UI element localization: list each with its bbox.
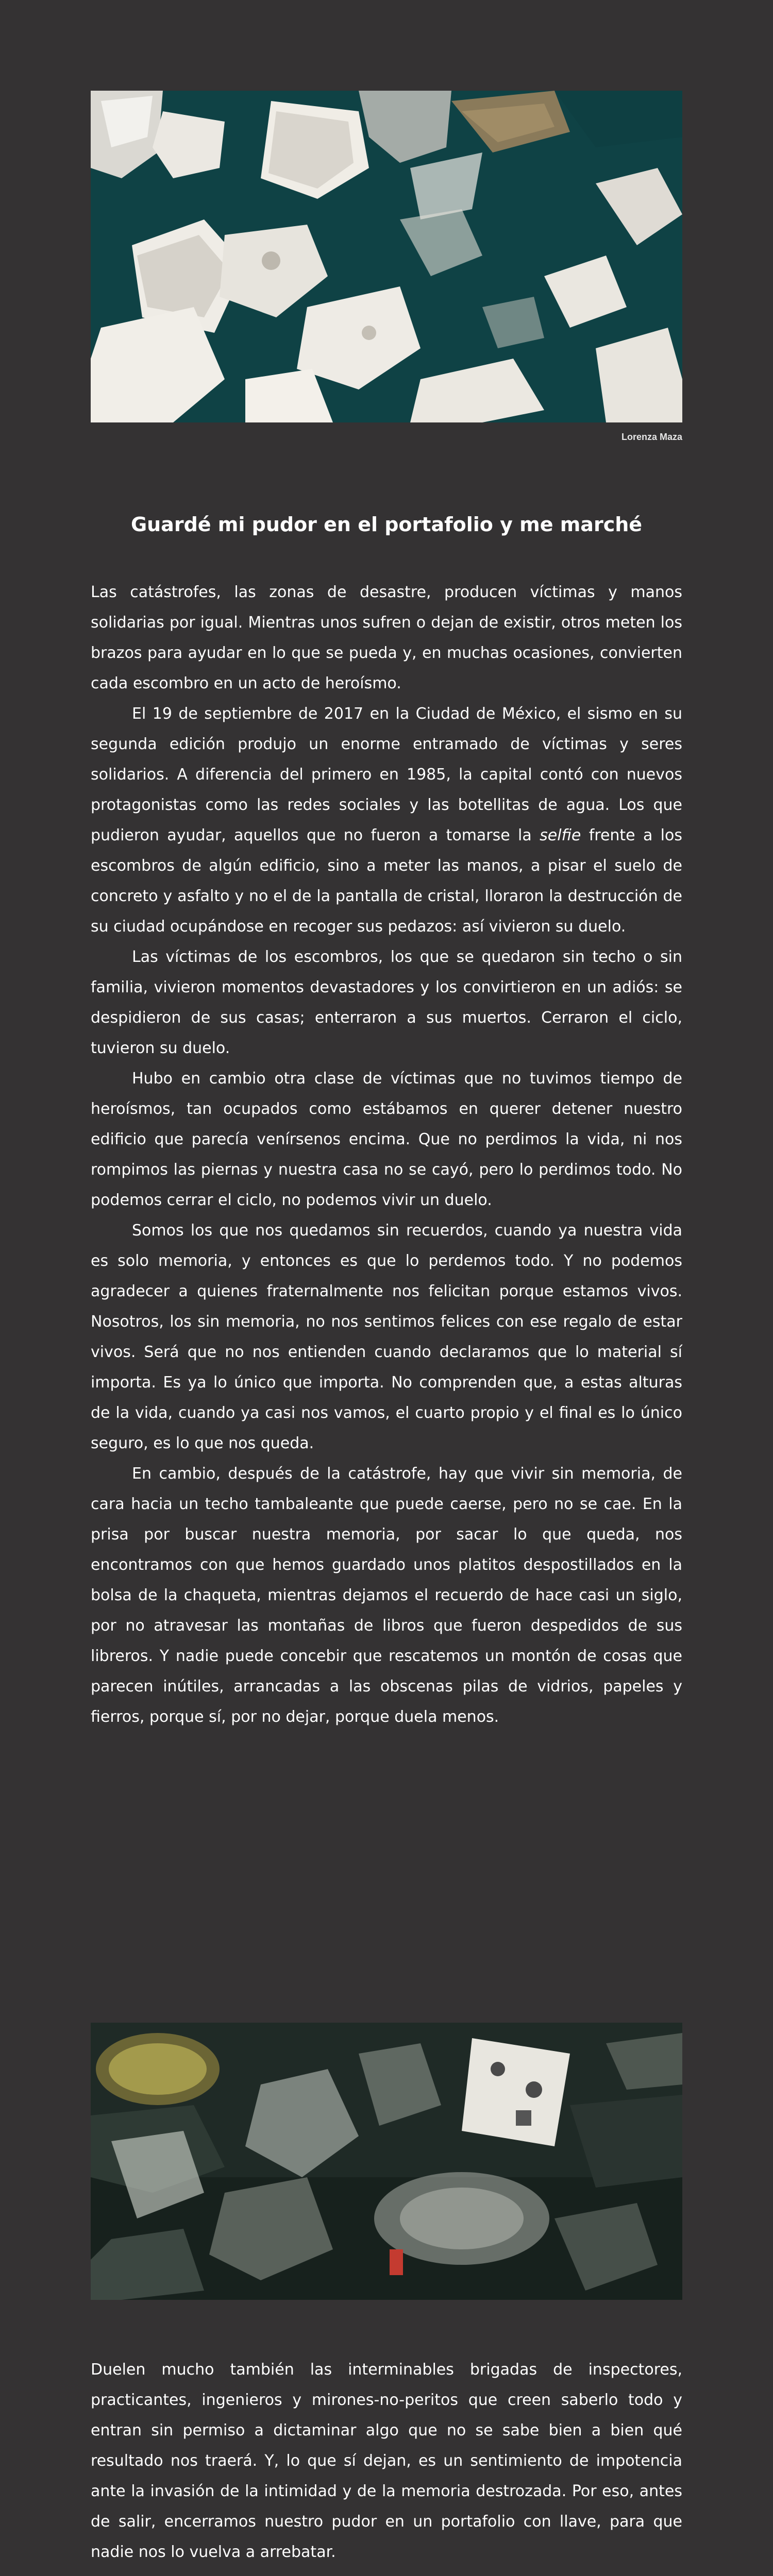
paragraph-1: Las catástrofes, las zonas de desastre, producen víctimas y manos solidarias por igual. Mientras unos sufren o dejan de existir, otros meten los brazos para ayudar en lo que se pueda y, en muchas ocasiones, convierten cada escombro en un acto de heroísmo.	[91, 583, 682, 692]
article-title: Guardé mi pudor en el portafolio y me marché	[130, 513, 643, 536]
top-photo-credit: Lorenza Maza	[621, 432, 682, 442]
paragraph-7: Duelen mucho también las interminables brigadas de inspectores, practicantes, ingenieros y mirones-no-peritos que creen saberlo todo y entran sin permiso a dictaminar algo que no se sabe bien a bien qué resultado nos traerá. Y, lo que sí dejan, es un sentimiento de impotencia ante la invasión de la intimidad y de la memoria destrozada. Por eso, antes de salir, encerramos nuestro pudor en un portafolio con llave, para que nadie nos lo vuelva a arrebatar.	[91, 2361, 682, 2561]
selfie-italic: selfie	[540, 826, 581, 844]
top-photo-broken-porcelain	[91, 91, 682, 422]
paragraph-6: En cambio, después de la catástrofe, hay que vivir sin memoria, de cara hacia un techo tambaleante que puede caerse, pero no se cae. En la prisa por buscar nuestra memoria, por sacar lo que queda, nos encontramos con que hemos guardado unos platitos despostillados en la bolsa de la chaqueta, mientras dejamos el recuerdo de hace casi un siglo, por no atravesar las montañas de libros que fueron despedidos de sus libreros. Y nadie puede concebir que rescatemos un montón de cosas que parecen inútiles, arrancadas a las obscenas pilas de vidrios, papeles y fierros, porque sí, por no dejar, porque duela menos.	[91, 1465, 682, 1726]
article-body-bottom	[91, 2354, 682, 2567]
paragraph-2: El 19 de septiembre de 2017 en la Ciudad de México, el sismo en su segunda edición produjo un enorme entramado de víctimas y seres solidarios. A diferencia del primero en 1985, la capital contó con nuevos protagonistas como las redes sociales y las botellitas de agua. Los que pudieron ayudar, aquellos que no fueron a tomarse la selfie frente a los escombros de algún edificio, sino a meter las manos, a pisar el suelo de concreto y asfalto y no el de la pantalla de cristal, lloraron la destrucción de su ciudad ocupándose en recoger sus pedazos: así vivieron su duelo.	[91, 705, 682, 936]
paragraph-4: Hubo en cambio otra clase de víctimas que no tuvimos tiempo de heroísmos, tan ocupados como estábamos en querer detener nuestro edificio que parecía venírsenos encima. Que no perdimos la vida, ni nos rompimos las piernas y nuestra casa no se cayó, pero lo perdimos todo. No podemos cerrar el ciclo, no podemos vivir un duelo.	[91, 1070, 682, 1209]
paragraph-5: Somos los que nos quedamos sin recuerdos, cuando ya nuestra vida es solo memoria, y entonces es que lo perdemos todo. Y no podemos agradecer a quienes fraternalmente nos felicitan porque estamos vivos. Nosotros, los sin memoria, no nos sentimos felices con ese regalo de estar vivos. Será que no nos entienden cuando declaramos que lo material sí importa. Es ya lo único que importa. No comprenden que, a estas alturas de la vida, cuando ya casi nos vamos, el cuarto propio y el final es lo único seguro, es lo que nos queda.	[91, 1222, 682, 1452]
middle-photo-broken-glass	[91, 2023, 682, 2300]
paragraph-3: Las víctimas de los escombros, los que se quedaron sin techo o sin familia, vivieron momentos devastadores y los convirtieron en un adiós: se despidieron de sus casas; enterraron a sus muertos. Cerraron el ciclo, tuvieron su duelo.	[91, 948, 682, 1057]
article-body-top	[91, 577, 682, 1732]
